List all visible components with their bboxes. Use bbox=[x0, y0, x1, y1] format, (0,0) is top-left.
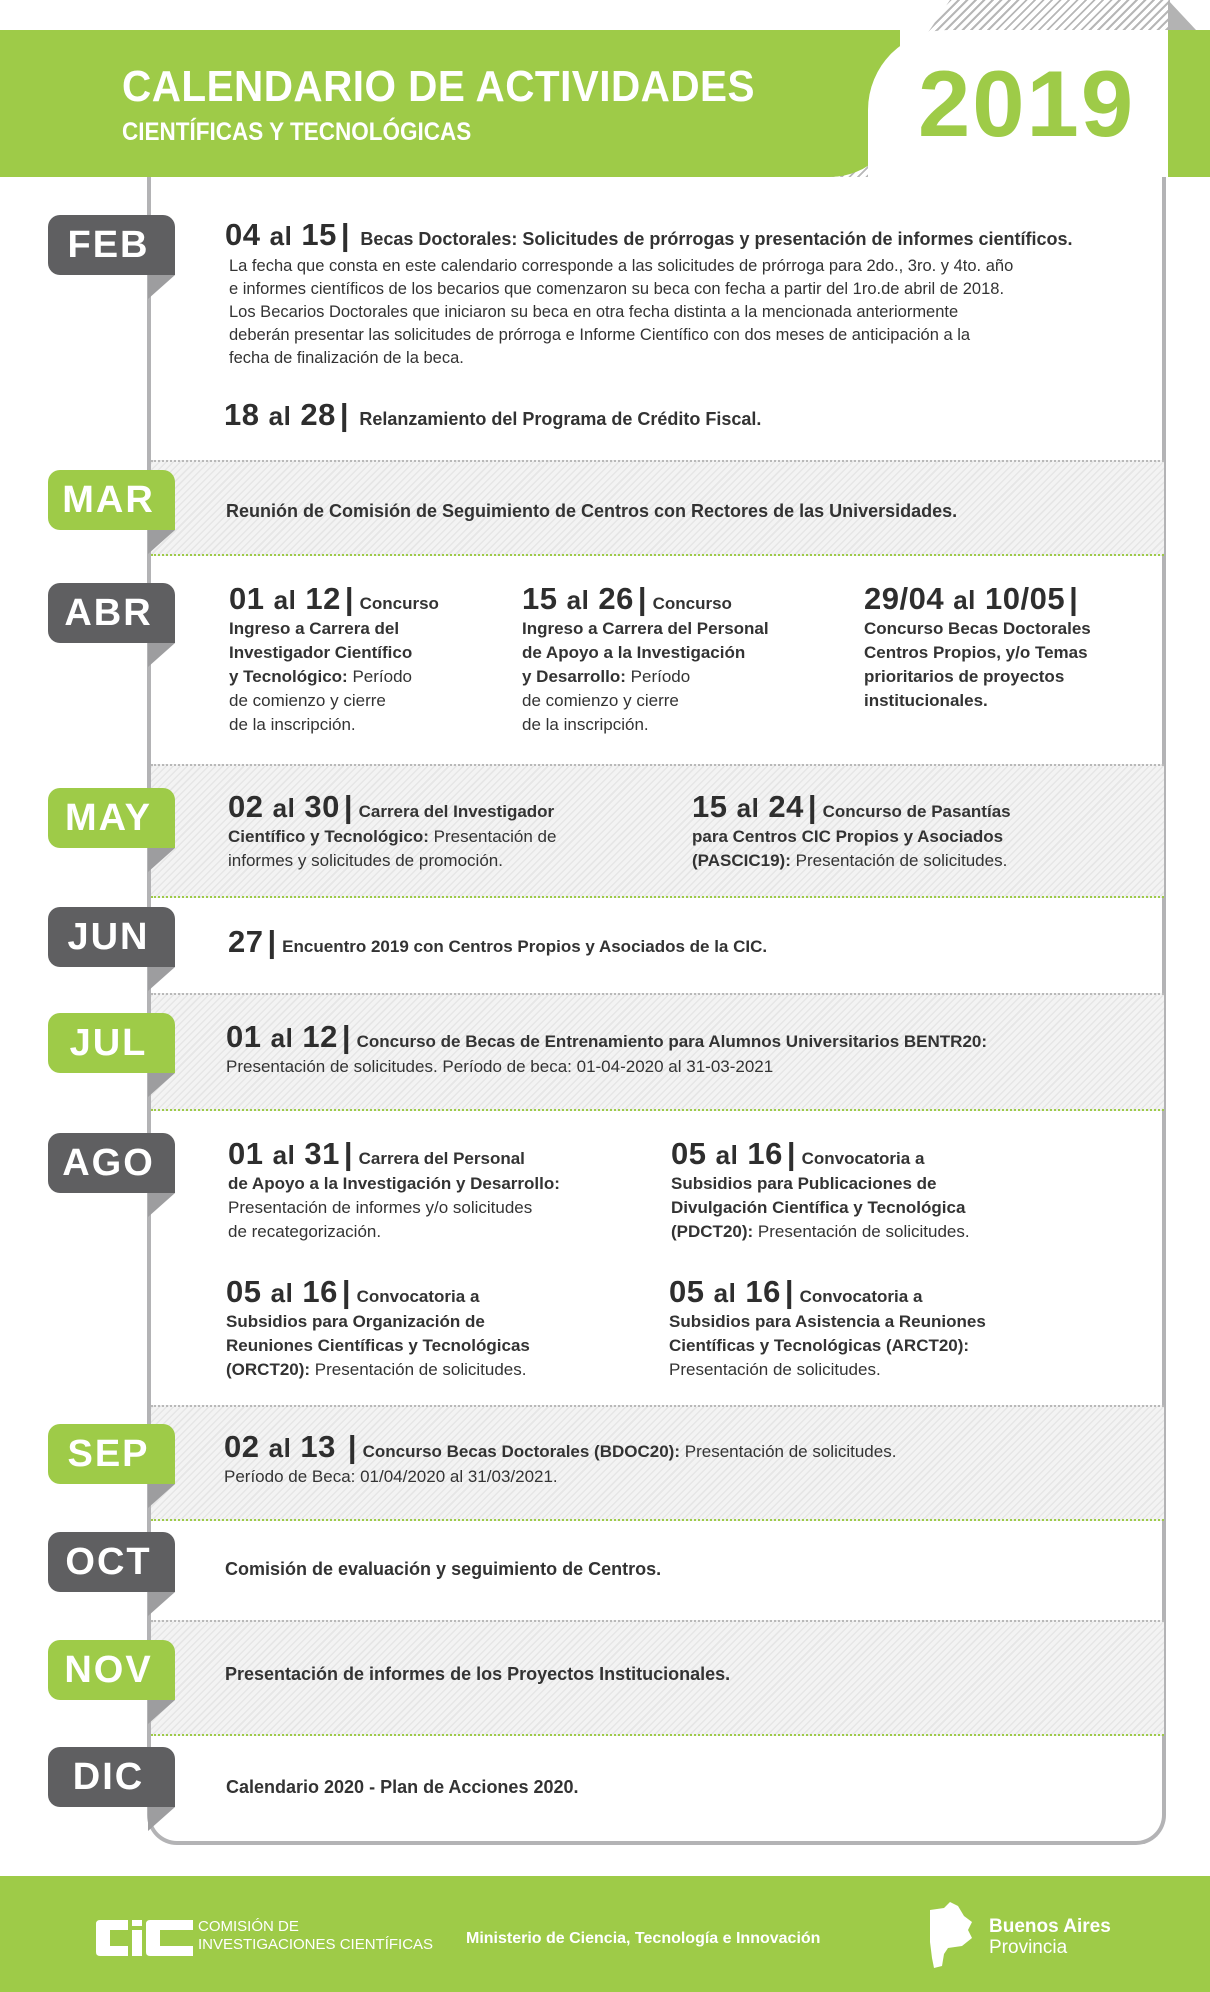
month-tag-sep: SEP bbox=[48, 1424, 175, 1484]
event-abr-2: 15 al 26 | Concurso Ingreso a Carrera del Personal de Apoyo a la Investigación y Desarrollo: Período de comienzo y cierre de la inscripción. bbox=[522, 581, 769, 734]
cic-name-line2: INVESTIGACIONES CIENTÍFICAS bbox=[198, 1936, 434, 1953]
event-jun-1: 27 | Encuentro 2019 con Centros Propios y Asociados de la CIC. bbox=[228, 924, 768, 959]
event-abr-1: 01 al 12 | Concurso Ingreso a Carrera del Investigador Científico y Tecnológico: Período de comienzo y cierre de la inscripción. bbox=[229, 581, 439, 734]
event-title: Relanzamiento del Programa de Crédito Fiscal. bbox=[359, 409, 762, 429]
month-tag-nov: NOV bbox=[48, 1640, 175, 1700]
header-green-edge bbox=[1168, 30, 1210, 177]
month-tag-jun: JUN bbox=[48, 907, 175, 967]
month-tag-oct: OCT bbox=[48, 1532, 175, 1592]
month-tag-jul: JUL bbox=[48, 1013, 175, 1073]
buenos-aires-label: Buenos Aires bbox=[989, 1916, 1111, 1937]
event-date: 18 al 28 bbox=[224, 397, 336, 432]
event-title: Becas Doctorales: Solicitudes de prórrogas y presentación de informes científicos. bbox=[360, 229, 1073, 249]
month-tag-ago: AGO bbox=[48, 1133, 175, 1193]
event-abr-3: 29/04 al 10/05 | Concurso Becas Doctorales Centros Propios, y/o Temas prioritarios de proyectos institucionales. bbox=[864, 581, 1091, 710]
event-ago-3: 05 al 16 | Convocatoria a Subsidios para Organización de Reuniones Científicas y Tecnológicas (ORCT20): Presentación de solicitudes. bbox=[226, 1274, 530, 1379]
event-nov-1: Presentación de informes de los Proyectos Institucionales. bbox=[225, 1664, 731, 1684]
event-may-2: 15 al 24 | Concurso de Pasantías para Centros CIC Propios y Asociados (PASCIC19): Presentación de solicitudes. bbox=[692, 789, 1011, 870]
event-jul-1: 01 al 12 | Concurso de Becas de Entrenamiento para Alumnos Universitarios BENTR20: Presentación de solicitudes. Período de beca: 01-04-2020 al 31-03-2021 bbox=[226, 1019, 988, 1076]
footer bbox=[0, 1876, 1210, 1992]
header-banner bbox=[0, 30, 1210, 177]
page-title: CALENDARIO DE ACTIVIDADES bbox=[122, 62, 755, 111]
provincia-label: Provincia bbox=[989, 1937, 1068, 1958]
cic-logo-icon bbox=[96, 1920, 193, 1956]
event-feb-1: 04 al 15 | Becas Doctorales: Solicitudes de prórrogas y presentación de informes científicos. La fecha que consta en este calendario corresponde a las solicitudes de prórroga para 2do., 3ro. y 4to. año e informes científicos de los becarios que comenzaron su beca con fecha a partir del 1ro.de abril de 2018. Los Becarios Doctorales que iniciaron su beca en otra fecha distinta a la mencionada anteriormente deberán presentar las solicitudes de prórroga e Informe Científico con dos meses de anticipación a la fecha de finalización de la beca. bbox=[225, 218, 1125, 370]
header-fold-corner bbox=[1168, 0, 1196, 30]
event-body: La fecha que consta en este calendario corresponde a las solicitudes de prórroga para 2do., 3ro. y 4to. año e informes científicos de los becarios que comenzaron su beca con fecha a partir del 1ro.de abril de 2018. Los Becarios Doctorales que iniciaron su beca en otra fecha distinta a la mencionada anteriormente deberán presentar las solicitudes de prórroga e Informe Científico con dos meses de anticipación a la fecha de finalización de la beca. bbox=[229, 257, 1014, 367]
month-tag-mar: MAR bbox=[48, 470, 175, 530]
event-feb-2: 18 al 28 | Relanzamiento del Programa de Crédito Fiscal. bbox=[224, 397, 762, 432]
ministry-label: Ministerio de Ciencia, Tecnología e Innovación bbox=[466, 1930, 821, 1947]
event-ago-2: 05 al 16 | Convocatoria a Subsidios para Publicaciones de Divulgación Científica y Tecnológica (PDCT20): Presentación de solicitudes. bbox=[671, 1136, 970, 1241]
event-oct-1: Comisión de evaluación y seguimiento de Centros. bbox=[225, 1559, 662, 1579]
year-label: 2019 bbox=[918, 51, 1136, 156]
month-tag-abr: ABR bbox=[48, 583, 175, 643]
event-may-1: 02 al 30 | Carrera del Investigador Científico y Tecnológico: Presentación de informes y solicitudes de promoción. bbox=[228, 789, 557, 870]
event-sep-1: 02 al 13 | Concurso Becas Doctorales (BDOC20): Presentación de solicitudes. Período de Beca: 01/04/2020 al 31/03/2021. bbox=[224, 1429, 897, 1486]
buenos-aires-province-map-icon bbox=[928, 1902, 976, 1968]
page-subtitle: CIENTÍFICAS Y TECNOLÓGICAS bbox=[122, 118, 472, 146]
event-ago-4: 05 al 16 | Convocatoria a Subsidios para Asistencia a Reuniones Científicas y Tecnológicas (ARCT20): Presentación de solicitudes. bbox=[669, 1274, 986, 1379]
cic-name-line1: COMISIÓN DE bbox=[198, 1918, 299, 1935]
event-mar-1: Reunión de Comisión de Seguimiento de Centros con Rectores de las Universidades. bbox=[226, 501, 958, 521]
event-ago-1: 01 al 31 | Carrera del Personal de Apoyo a la Investigación y Desarrollo: Presentación de informes y/o solicitudes de recategorización. bbox=[228, 1136, 560, 1241]
month-tag-dic: DIC bbox=[48, 1747, 175, 1807]
month-tag-feb: FEB bbox=[48, 215, 175, 275]
event-dic-1: Calendario 2020 - Plan de Acciones 2020. bbox=[226, 1777, 579, 1797]
month-tag-may: MAY bbox=[48, 788, 175, 848]
event-date: 04 al 15 bbox=[225, 217, 337, 252]
